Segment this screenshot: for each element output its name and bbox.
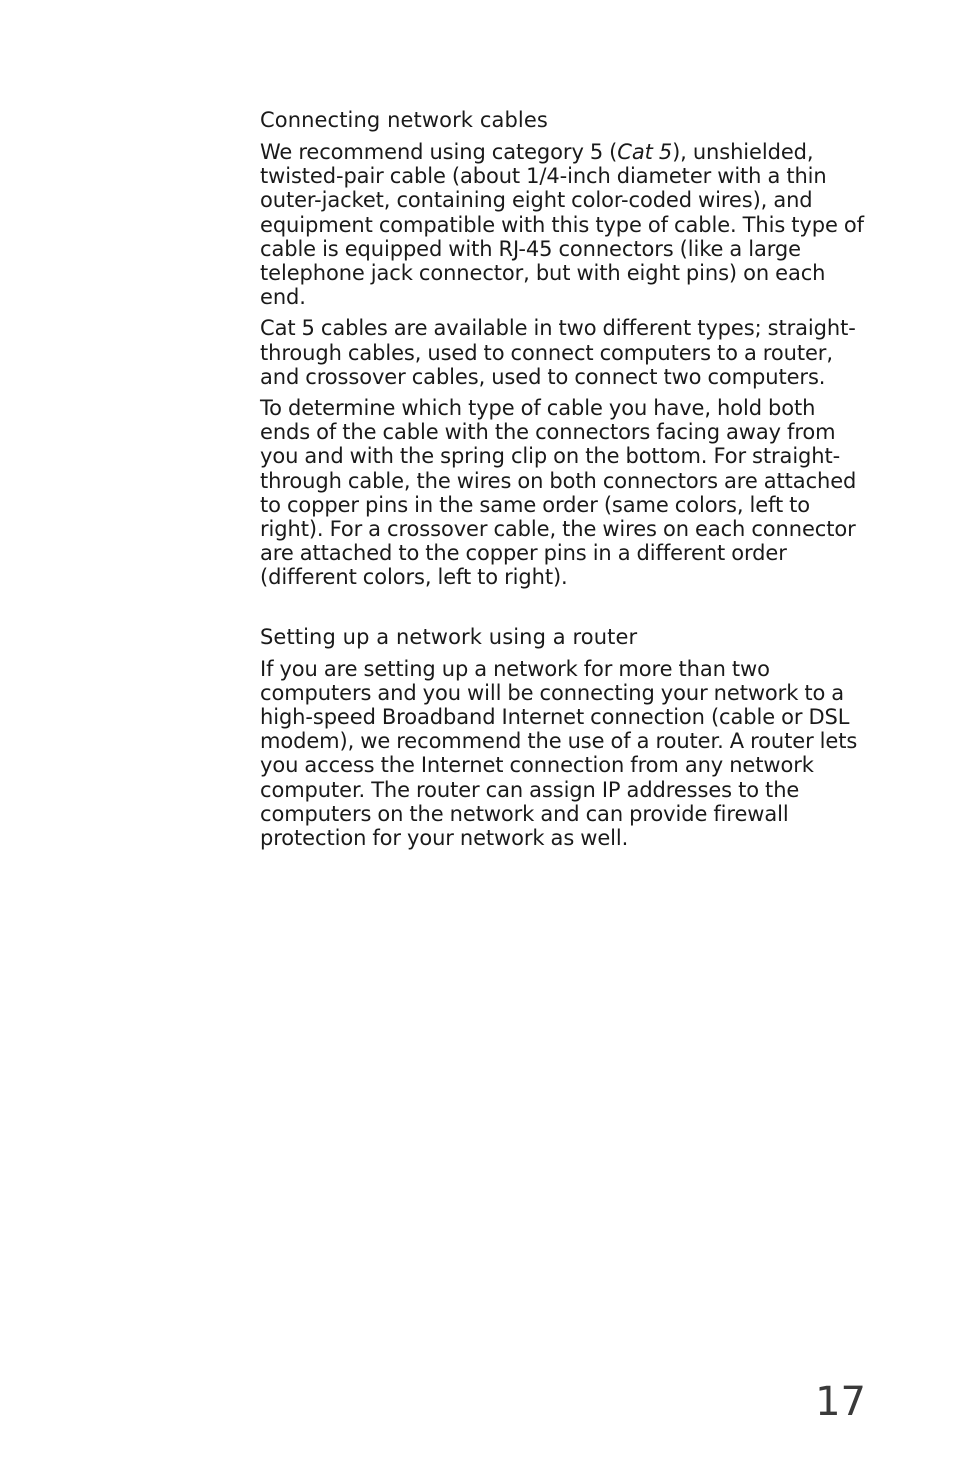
italic-term: Cat 5 bbox=[617, 140, 673, 164]
paragraph-text: We recommend using category 5 ( bbox=[260, 140, 618, 164]
page-content bbox=[260, 106, 868, 857]
section-heading-connecting-cables: Connecting network cables bbox=[260, 108, 548, 132]
section-heading-router-setup: Setting up a network using a router bbox=[260, 624, 638, 649]
paragraph-router-recommendation: If you are setting up a network for more than two computers and you will be connecting your network to a high-speed Broadband Internet connection (cable or DSL modem), we recommend the use of a router. A router lets you access the Internet connection from any network computer. The router can assign IP addresses to the computers on the network and can provide firewall protection for your network as well. bbox=[260, 656, 858, 851]
paragraph-cat5-recommendation bbox=[260, 140, 868, 309]
section-spacer bbox=[260, 597, 868, 623]
paragraph-cable-types: Cat 5 cables are available in two different types; straight-through cables, used to connect computers to a router, and crossover cables, used to connect two computers. bbox=[260, 316, 856, 389]
paragraph-text: ), unshielded, twisted-pair cable (about 1/4-inch diameter with a thin outer-jacket, containing eight color-coded wires), and equipment compatible with this type of cable. This type of cable is equipped with RJ-45 connectors (like a large telephone jack connector, but with eight pins) on each end. bbox=[260, 140, 864, 310]
page-number: 17 bbox=[815, 1379, 866, 1425]
paragraph-determine-cable-type: To determine which type of cable you have, hold both ends of the cable with the connectors facing away from you and with the spring clip on the bottom. For straight-through cable, the wires on both connectors are attached to copper pins in the same order (same colors, left to right). For a crossover cable, the wires on each connector are attached to the copper pins in a different order (different colors, left to right). bbox=[260, 396, 857, 590]
